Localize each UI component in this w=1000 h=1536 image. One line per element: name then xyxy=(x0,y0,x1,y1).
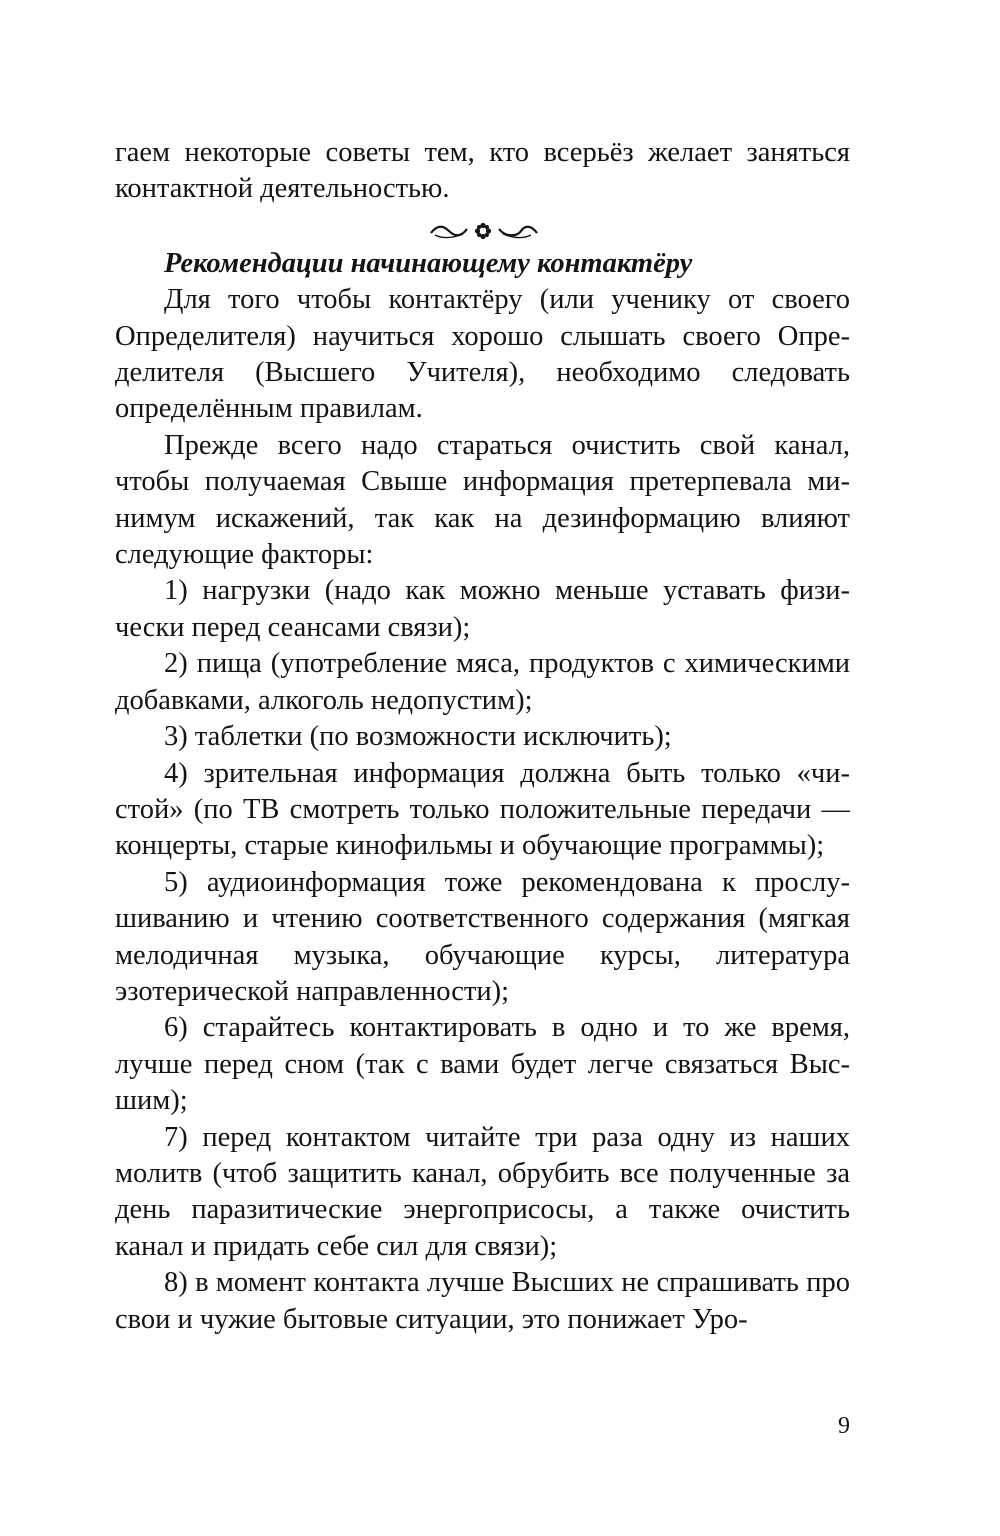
list-item: 4) зрительная информация должна быть только «чистой» (по ТВ смотреть только положительные передачи — концерты, старые кинофильмы и обучающие программы); xyxy=(115,757,850,862)
paragraph: Для того чтобы контактёру (или ученику от своего Определителя) научиться хорошо слышать своего Определителя (Высшего Учителя), необходимо следовать определённым правилам. xyxy=(115,284,850,425)
list-item: 8) в момент контакта лучше Высших не спрашивать про свои и чужие бытовые ситуации, это понижает Уро- xyxy=(115,1267,850,1335)
list-item: 2) пища (употребление мяса, продуктов с химическими добавками, алкоголь недопустим); xyxy=(115,648,850,716)
page-number: 9 xyxy=(838,1413,850,1439)
list-item: 5) аудиоинформация тоже рекомендована к прослушиванию и чтению соответственного содержания (мягкая мелодичная музыка, обучающие курсы, литература эзотерической направленности); xyxy=(115,866,850,1007)
section-heading: Рекомендации начинающему контактёру xyxy=(164,247,693,279)
list-item: 1) нагрузки (надо как можно меньше уставать физически перед сеансами связи); xyxy=(115,575,850,643)
paragraph: Прежде всего надо стараться очистить свой канал, чтобы получаемая Свыше информация претерпевала минимум искажений, так как на дезинформацию влияют следующие факторы: xyxy=(115,429,850,571)
floral-divider-icon xyxy=(423,216,543,246)
list-item: 6) старайтесь контактировать в одно и то же время, лучше перед сном (так с вами будет легче связаться Высшим); xyxy=(115,1012,850,1117)
list-item: 7) перед контактом читайте три раза одну из наших молитв (чтоб защитить канал, обрубить все полученные за день паразитические энергоприсосы, а также очистить канал и придать себе сил для связи); xyxy=(115,1121,850,1262)
page-body xyxy=(115,135,850,1338)
opening-text: гаем некоторые советы тем, кто всерьёз желает заняться контактной деятельностью. xyxy=(115,137,850,205)
list-item: 3) таблетки (по возможности исключить); xyxy=(164,721,672,753)
